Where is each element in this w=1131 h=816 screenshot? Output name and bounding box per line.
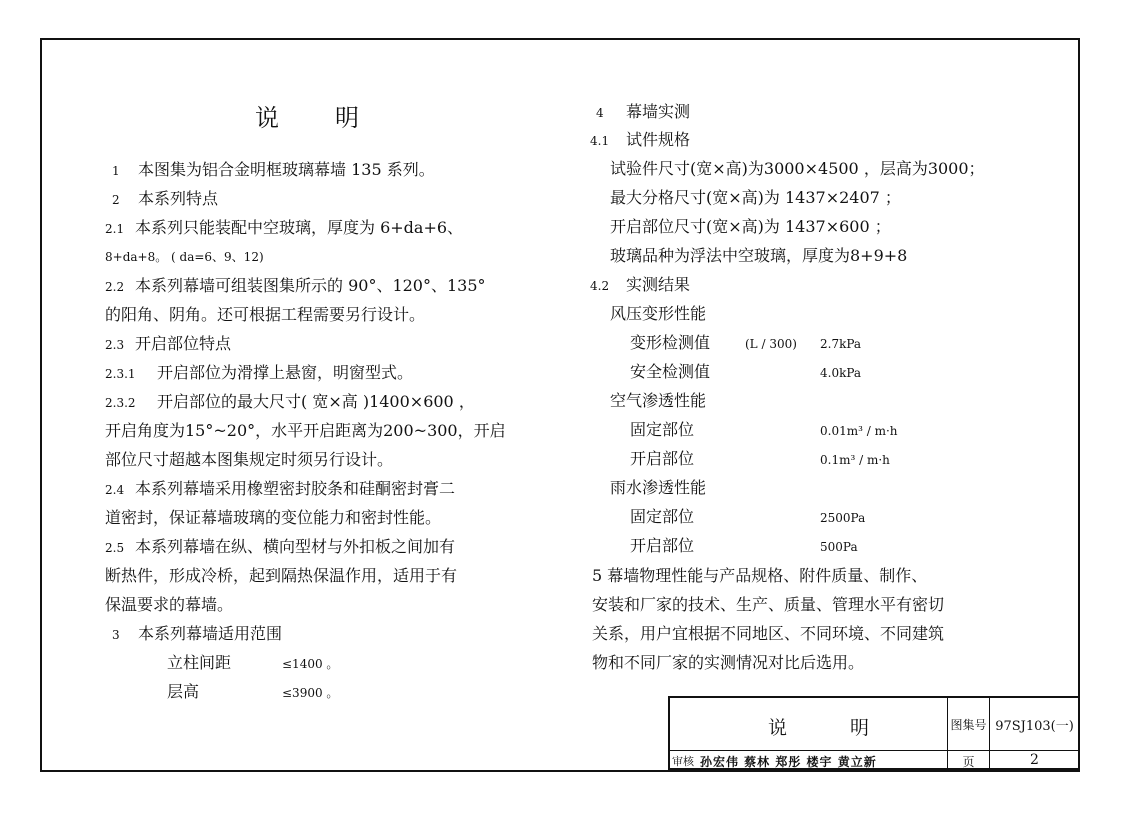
note-2-2: 2.2 本系列幕墙可组装图集所示的 90°、120°、135° [105, 276, 486, 295]
section-5: 5 幕墙物理性能与产品规格、附件质量、制作、 [592, 566, 928, 585]
note-2-4-cont: 道密封，保证幕墙玻璃的变位能力和密封性能。 [105, 508, 442, 527]
result-row: 开启部位 0.1m³ / m·h [630, 449, 890, 468]
spec-line: 开启部位尺寸(宽×高)为 1437×600 ； [610, 217, 891, 236]
note-2-1-cont: 8+da+8。 ( da=6、9、12) [105, 250, 264, 264]
note-2-1: 2.1 本系列只能装配中空玻璃，厚度为 6+da+6、 [105, 218, 464, 237]
section-5-cont: 安装和厂家的技术、生产、质量、管理水平有密切 [592, 595, 945, 614]
title-block-char-1: 说 [768, 717, 788, 739]
title-block [668, 696, 1079, 772]
note-2-2-cont: 的阳角、阴角。还可根据工程需要另行设计。 [105, 305, 426, 324]
review-row [670, 751, 948, 770]
signatures: 孙宏伟 蔡林 郑彤 楼宇 黄立新 [700, 755, 877, 769]
note-1: 1 本图集为铝合金明框玻璃幕墙 135 系列。 [112, 160, 435, 179]
title-char-1: 说 [255, 104, 279, 132]
page-label: 页 [948, 751, 990, 770]
air-heading: 空气渗透性能 [610, 391, 707, 410]
note-2-5: 2.5 本系列幕墙在纵、横向型材与外扣板之间加有 [105, 537, 456, 556]
note-2-5-cont2: 保温要求的幕墙。 [105, 595, 234, 614]
note-2-3: 2.3 开启部位特点 [105, 334, 232, 353]
result-row: 变形检测值 (L / 300) 2.7kPa [630, 333, 862, 352]
note-2-3-2: 2.3.2 开启部位的最大尺寸( 宽×高 )1400×600 ， [105, 392, 475, 411]
section-4-1: 4.1 试件规格 [590, 130, 691, 149]
note-2-5-cont1: 断热件，形成冷桥，起到隔热保温作用，适用于有 [105, 566, 458, 585]
note-2-4: 2.4 本系列幕墙采用橡塑密封胶条和硅酮密封膏二 [105, 479, 456, 498]
scope-row: 层高 ≤3900 。 [167, 682, 339, 701]
atlas-label: 图集号 [948, 698, 990, 751]
note-2-3-2-cont1: 开启角度为15°~20°，水平开启距离为200~300，开启 [105, 421, 506, 440]
section-4: 4 幕墙实测 [596, 102, 691, 121]
atlas-number: 97SJ103(一) [990, 698, 1079, 751]
section-5-cont: 关系，用户宜根据不同地区、不同环境、不同建筑 [592, 624, 945, 643]
page-title [255, 98, 359, 133]
section-5-cont: 物和不同厂家的实测情况对比后选用。 [592, 653, 865, 672]
review-label: 审核 [672, 755, 694, 768]
result-row: 安全检测值 4.0kPa [630, 362, 862, 381]
result-row: 开启部位 500Pa [630, 536, 858, 555]
note-3: 3 本系列幕墙适用范围 [112, 624, 283, 643]
note-2-3-2-cont2: 部位尺寸超越本图集规定时须另行设计。 [105, 450, 394, 469]
page-number: 2 [990, 751, 1079, 770]
spec-line: 玻璃品种为浮法中空玻璃，厚度为8+9+8 [610, 246, 908, 265]
spec-line: 最大分格尺寸(宽×高)为 1437×2407 ； [610, 188, 901, 207]
scope-row: 立柱间距 ≤1400 。 [167, 653, 339, 672]
rain-heading: 雨水渗透性能 [610, 478, 707, 497]
note-2-3-1: 2.3.1 开启部位为滑撑上悬窗，明窗型式。 [105, 363, 414, 382]
wind-heading: 风压变形性能 [610, 304, 707, 323]
result-row: 固定部位 0.01m³ / m·h [630, 420, 898, 439]
title-block-char-2: 明 [850, 717, 870, 739]
section-4-2: 4.2 实测结果 [590, 275, 691, 294]
title-char-2: 明 [335, 104, 359, 132]
title-block-title [670, 698, 948, 751]
note-2: 2 本系列特点 [112, 189, 219, 208]
result-row: 固定部位 2500Pa [630, 507, 866, 526]
spec-line: 试验件尺寸(宽×高)为3000×4500 ，层高为3000； [610, 159, 985, 178]
